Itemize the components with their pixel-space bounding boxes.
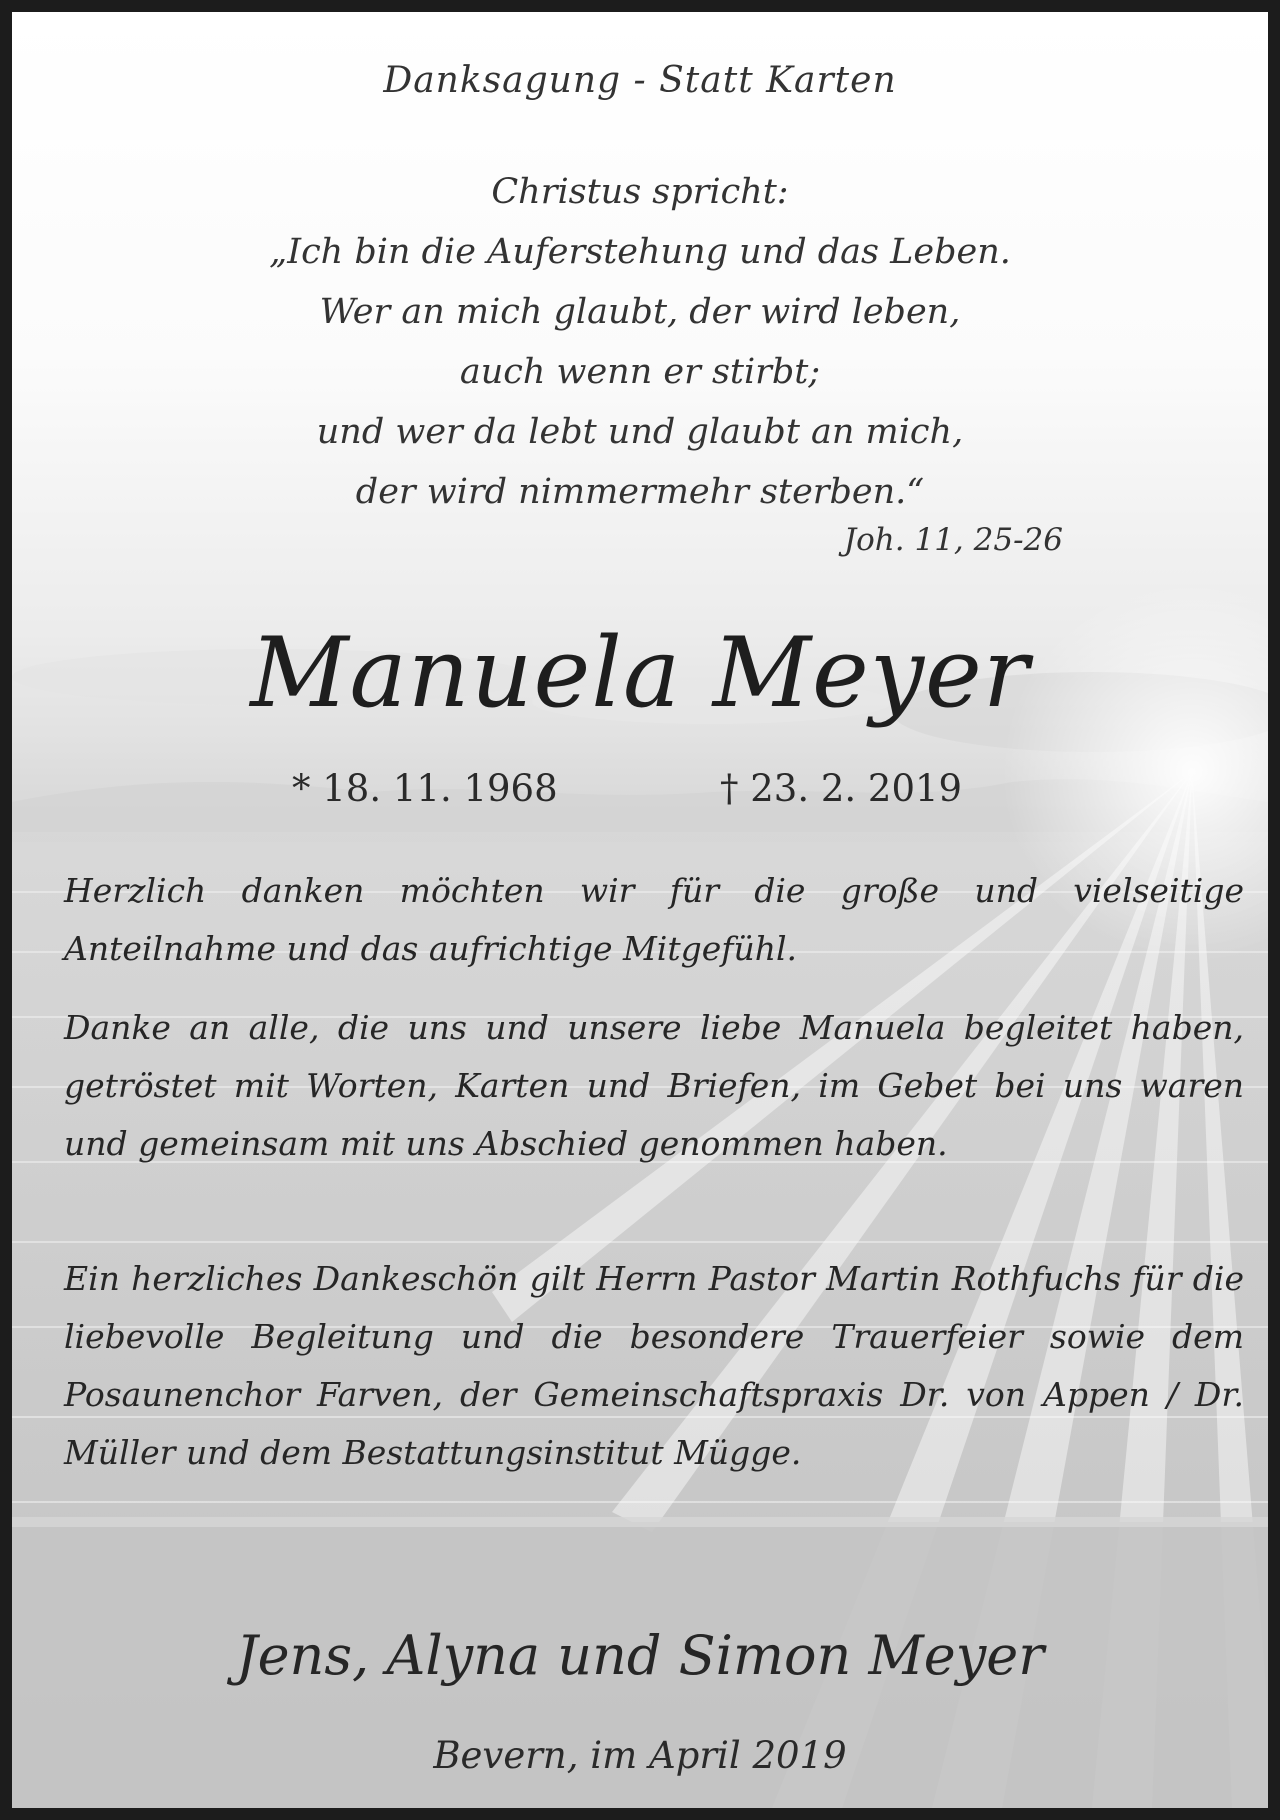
place-date: Bevern, im April 2019 <box>433 1734 847 1777</box>
verse-line: auch wenn er stirbt; <box>459 352 821 392</box>
death-date: † 23. 2. 2019 <box>720 767 963 810</box>
bible-verse <box>12 162 1268 522</box>
deceased-name: Manuela Meyer <box>250 617 1030 729</box>
family-signature: Jens, Alyna und Simon Meyer <box>235 1624 1045 1687</box>
birth-date: * 18. 11. 1968 <box>292 767 558 810</box>
verse-line: und wer da lebt und glaubt an mich, <box>316 412 964 452</box>
notice-content <box>12 12 1268 1808</box>
verse-source: Joh. 11, 25-26 <box>843 522 1063 558</box>
verse-line: der wird nimmermehr sterben.“ <box>355 472 925 512</box>
verse-line: „Ich bin die Auferstehung und das Leben. <box>269 232 1011 272</box>
verse-intro: Christus spricht: <box>491 172 789 212</box>
notice-header: Danksagung - Statt Karten <box>383 60 897 101</box>
thanks-paragraph: Herzlich danken möchten wir für die große und vielseitige Anteilnahme und das aufrichtige Mitgefühl. <box>64 871 1244 968</box>
thanks-paragraph: Danke an alle, die uns und unsere liebe Manuela begleitet haben, getröstet mit Worten, Karten und Briefen, im Gebet bei uns waren und gemeinsam mit uns Abschied genommen haben. <box>64 1008 1244 1163</box>
verse-line: Wer an mich glaubt, der wird leben, <box>319 292 961 332</box>
thanks-paragraph: Ein herzliches Dankeschön gilt Herrn Pastor Martin Rothfuchs für die liebevolle Begleitung und die besondere Trauerfeier sowie dem Posaunenchor Farven, der Gemeinschaftspraxis Dr. von Appen / Dr. Müller und dem Bestattungsinstitut Mügge. <box>64 1259 1244 1472</box>
